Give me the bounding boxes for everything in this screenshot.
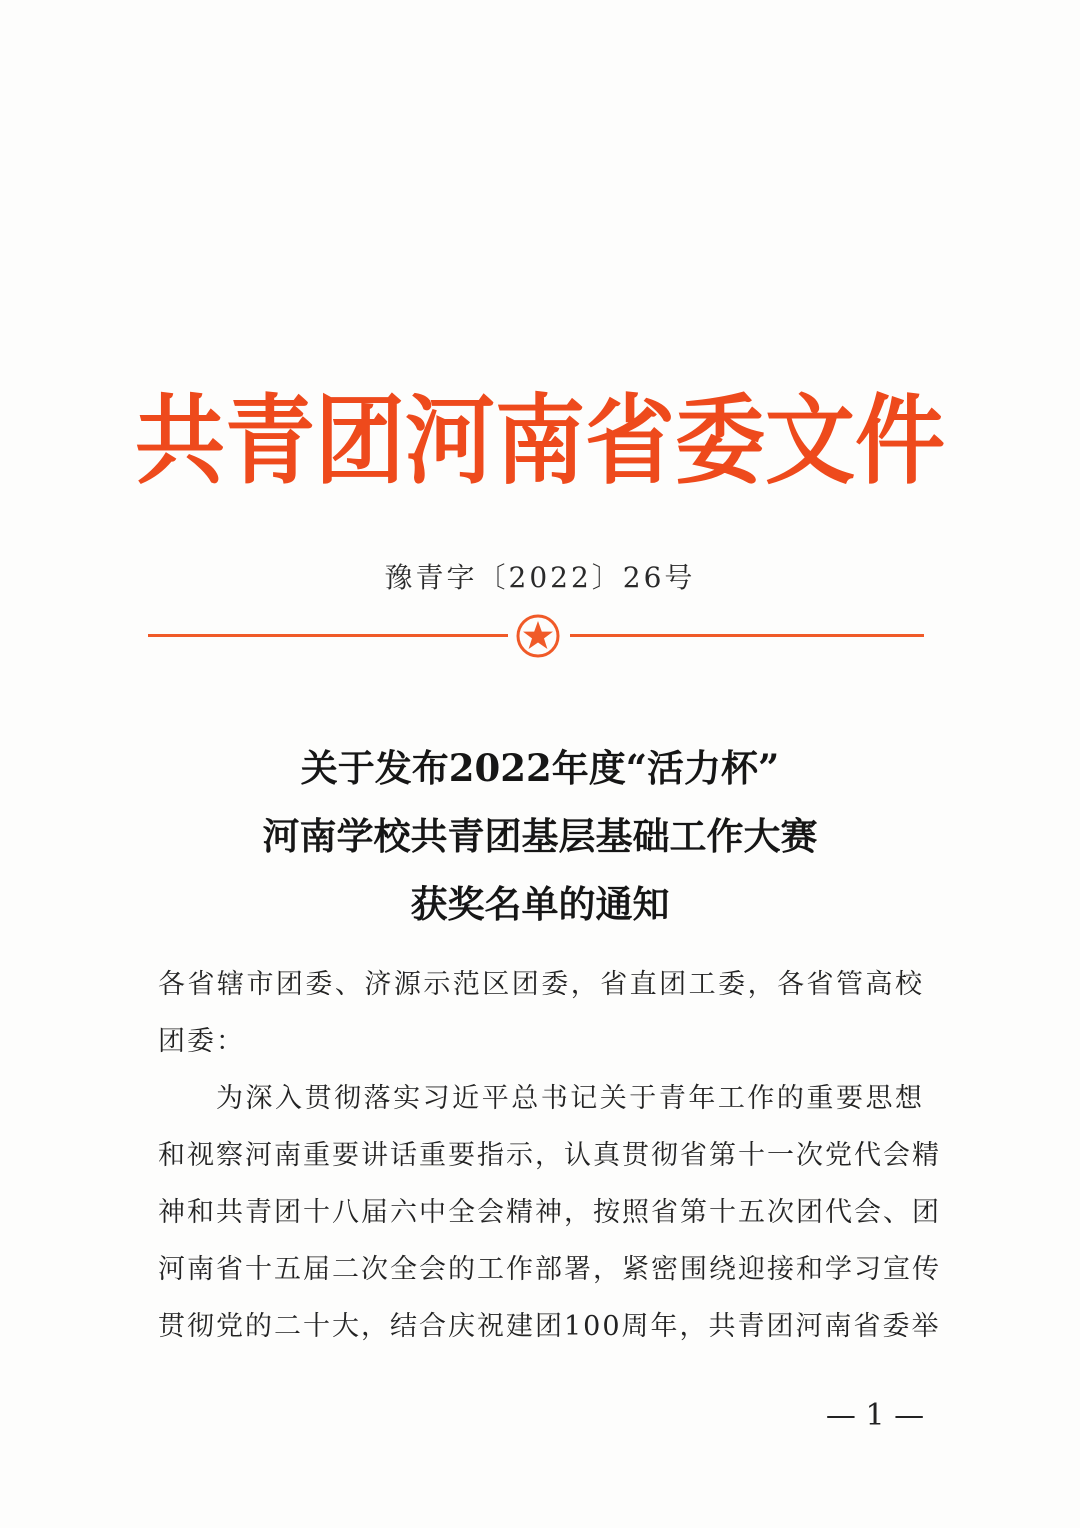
document-body — [158, 956, 941, 1355]
paragraph-line: 贯彻党的二十大，结合庆祝建团100周年，共青团河南省委举 — [158, 1311, 941, 1342]
salutation-line: 各省辖市团委、济源示范区团委，省直团工委，各省管高校 — [158, 969, 924, 1000]
title-line-1: 关于发布2022年度“活力杯” — [300, 746, 780, 790]
paragraph-line: 河南省十五届二次全会的工作部署，紧密围绕迎接和学习宣传 — [158, 1254, 941, 1285]
title-line-2: 河南学校共青团基层基础工作大赛 — [262, 814, 818, 858]
five-pointed-star-icon — [514, 612, 562, 660]
page-number: — 1 — — [825, 1398, 925, 1433]
masthead-title: 共青团河南省委文件 — [135, 384, 945, 499]
salutation-line: 团委： — [158, 1026, 245, 1057]
paragraph-line: 为深入贯彻落实习近平总书记关于青年工作的重要思想 — [216, 1083, 924, 1114]
paragraph-line: 和视察河南重要讲话重要指示，认真贯彻省第十一次党代会精 — [158, 1140, 941, 1171]
red-rule-left — [148, 634, 508, 637]
title-line-3: 获奖名单的通知 — [410, 882, 670, 926]
paragraph-line: 神和共青团十八届六中全会精神，按照省第十五次团代会、团 — [158, 1197, 941, 1228]
document-number: 豫青字〔2022〕26号 — [384, 561, 696, 594]
red-rule-right — [570, 634, 924, 637]
